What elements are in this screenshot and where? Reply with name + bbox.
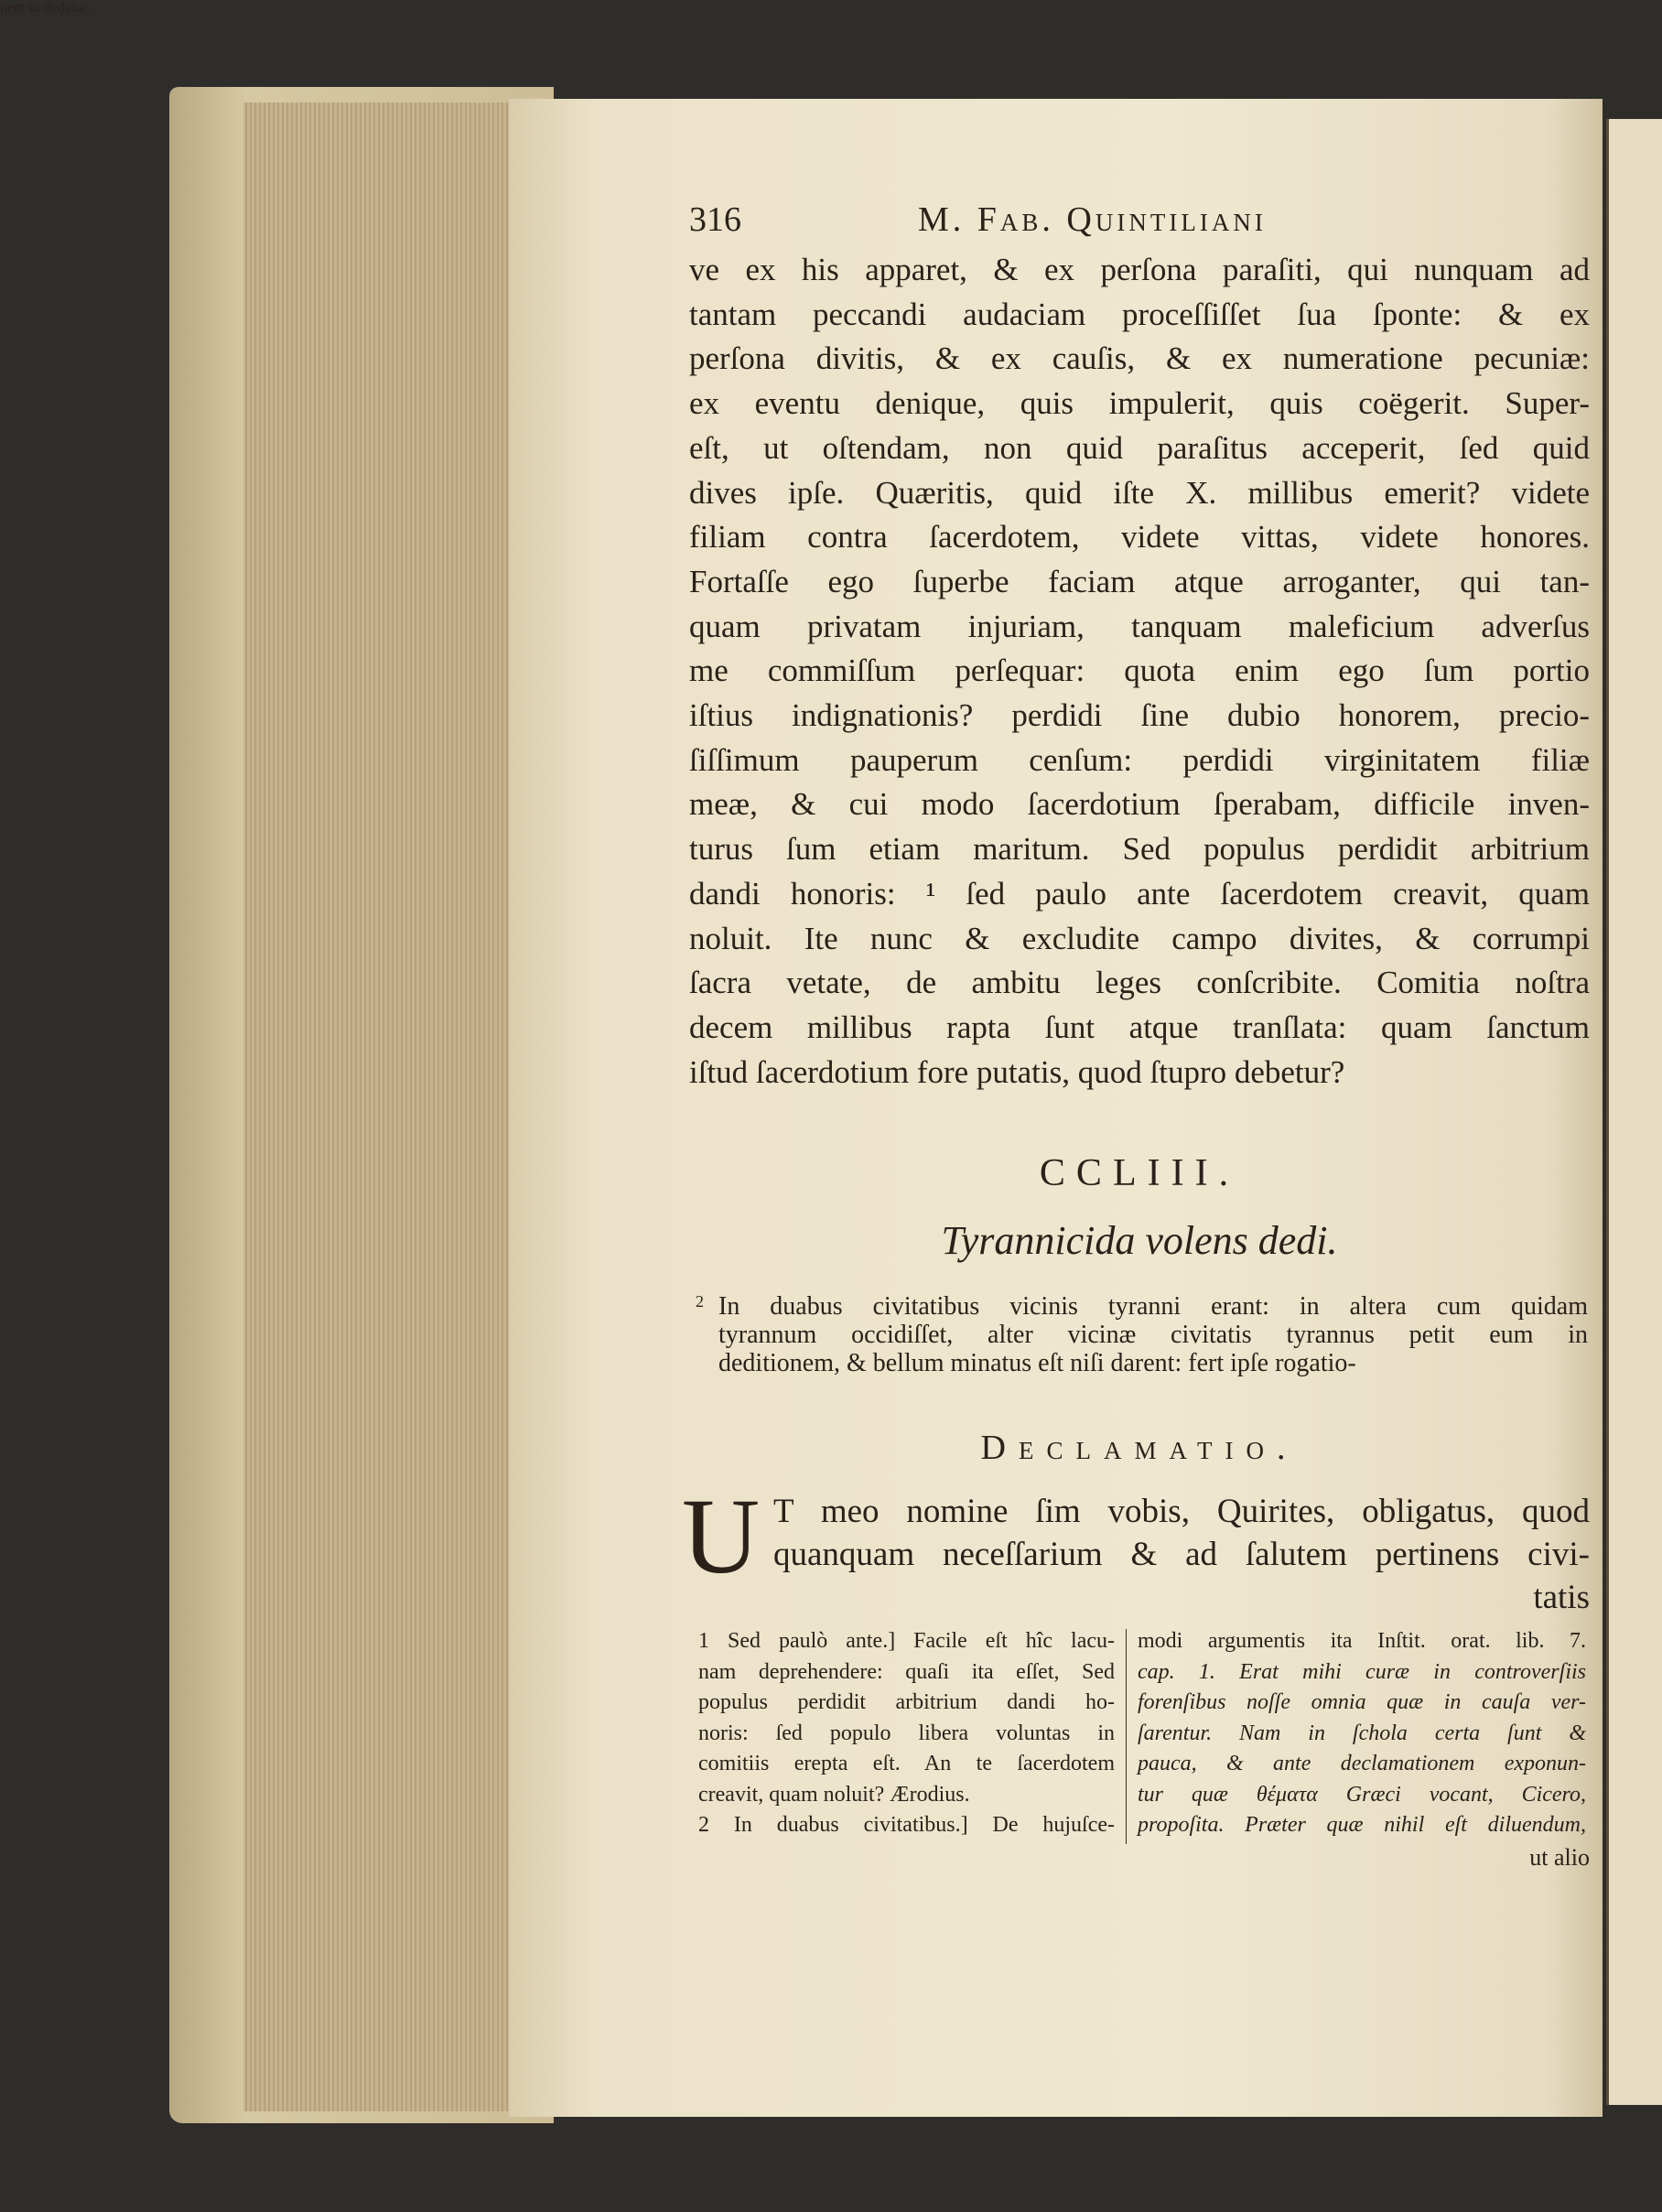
footnote-column-rule <box>1126 1629 1127 1844</box>
declamatio-heading: Declamatio. <box>980 1429 1299 1467</box>
text-line: turus ſum etiam maritum. Sed populus perdidit arbitrium <box>689 831 1590 868</box>
argument-line: tyrannum occidiſſet, alter vicinæ civitatis tyrannus petit eum in <box>718 1321 1588 1349</box>
section-title: Tyrannicida volens dedi. <box>941 1218 1338 1263</box>
argument-note-marker: 2 <box>696 1292 704 1311</box>
footnote-line: creavit, quam noluit? Ærodius. <box>698 1782 970 1807</box>
footnote-line: tur quæ θέματα Græci vocant, Cicero, <box>1138 1782 1586 1807</box>
footnote-line: pauca, & ante declamationem exponun- <box>1138 1752 1586 1775</box>
footnote-line: ſarentur. Nam in ſchola certa ſunt & <box>1138 1721 1586 1745</box>
text-line: ve ex his apparet, & ex perſona paraſiti, qui nunquam ad <box>689 252 1590 287</box>
opening-line: T meo nomine ſim vobis, Quirites, obligatus, quod <box>773 1493 1590 1530</box>
opening-line: tatis <box>1533 1579 1590 1616</box>
text-line: ſiſſimum pauperum cenſum: perdidi virginitatem filiæ <box>689 741 1590 778</box>
footnote-line: propoſita. Præter quæ nihil eſt diluendum, <box>1138 1813 1586 1837</box>
page-edges <box>243 103 518 2111</box>
text-line: dives ipſe. Quæritis, quid iſte X. millibus emerit? videte <box>689 474 1590 511</box>
footnote-line: 2 In duabus civitatibus.] De hujuſce- <box>698 1813 1115 1837</box>
text-line: perſona divitis, & ex cauſis, & ex numeratione pecuniæ: <box>689 340 1590 377</box>
text-line: filiam contra ſacerdotem, videte vittas, videte honores. <box>689 519 1590 556</box>
footnote-line: forenſibus noſſe omnia quæ in cauſa ver- <box>1138 1690 1586 1714</box>
footnote-line: cap. 1. Erat mihi curæ in controverſiis <box>1138 1659 1586 1684</box>
argument-line: nem ut dedatur. <box>0 0 92 16</box>
text-line: quam privatam injuriam, tanquam maleficium adverſus <box>689 608 1590 644</box>
text-line: me commiſſum perſequar: quota enim ego ſum portio <box>689 653 1590 689</box>
text-line: eſt, ut oſtendam, non quid paraſitus acceperit, ſed quid <box>689 429 1590 466</box>
argument-line: In duabus civitatibus vicinis tyranni erant: in altera cum quidam <box>718 1292 1588 1321</box>
opening-line: quanquam neceſſarium & ad ſalutem pertinens civi- <box>773 1536 1590 1573</box>
footnote-line: modi argumentis ita Inſtit. orat. lib. 7. <box>1138 1629 1586 1653</box>
text-line: meæ, & cui modo ſacerdotium ſperabam, difficile inven- <box>689 786 1590 823</box>
running-title: M. Fab. Quintiliani <box>918 200 1267 239</box>
footnote-line: comitiis erepta eſt. An te ſacerdotem <box>698 1752 1115 1775</box>
catchword: ut alio <box>1529 1844 1590 1871</box>
facing-page-edge <box>1606 119 1662 2105</box>
text-line: ſacra vetate, de ambitu leges conſcribite. Comitia noſtra <box>689 965 1590 1001</box>
text-line: decem millibus rapta ſunt atque tranſlata: quam ſanctum <box>689 1009 1590 1045</box>
footnote-line: 1 Sed paulò ante.] Facile eſt hîc lacu- <box>698 1629 1115 1653</box>
drop-cap: U <box>682 1476 761 1596</box>
argument-line: deditionem, & bellum minatus eſt niſi darent: fert ipſe rogatio- <box>718 1349 1356 1377</box>
text-line: dandi honoris: ¹ ſed paulo ante ſacerdotem creavit, quam <box>689 875 1590 912</box>
text-line: tantam peccandi audaciam proceſſiſſet ſua ſponte: & ex <box>689 296 1590 332</box>
section-number: CCLIII. <box>1039 1152 1240 1194</box>
page-number: 316 <box>689 200 741 239</box>
footnote-line: nam deprehendere: quaſi ita eſſet, Sed <box>698 1659 1115 1684</box>
text-line: iſtius indignationis? perdidi ſine dubio honorem, precio- <box>689 697 1590 733</box>
text-line: noluit. Ite nunc & excludite campo divites, & corrumpi <box>689 920 1590 956</box>
footnote-line: noris: ſed populo libera voluntas in <box>698 1721 1115 1745</box>
footnote-line: populus perdidit arbitrium dandi ho- <box>698 1690 1115 1714</box>
text-line: iſtud ſacerdotium fore putatis, quod ſtupro debetur? <box>689 1053 1345 1090</box>
text-line: Fortaſſe ego ſuperbe faciam atque arroganter, qui tan- <box>689 563 1590 599</box>
text-line: ex eventu denique, quis impulerit, quis coëgerit. Super- <box>689 385 1590 422</box>
